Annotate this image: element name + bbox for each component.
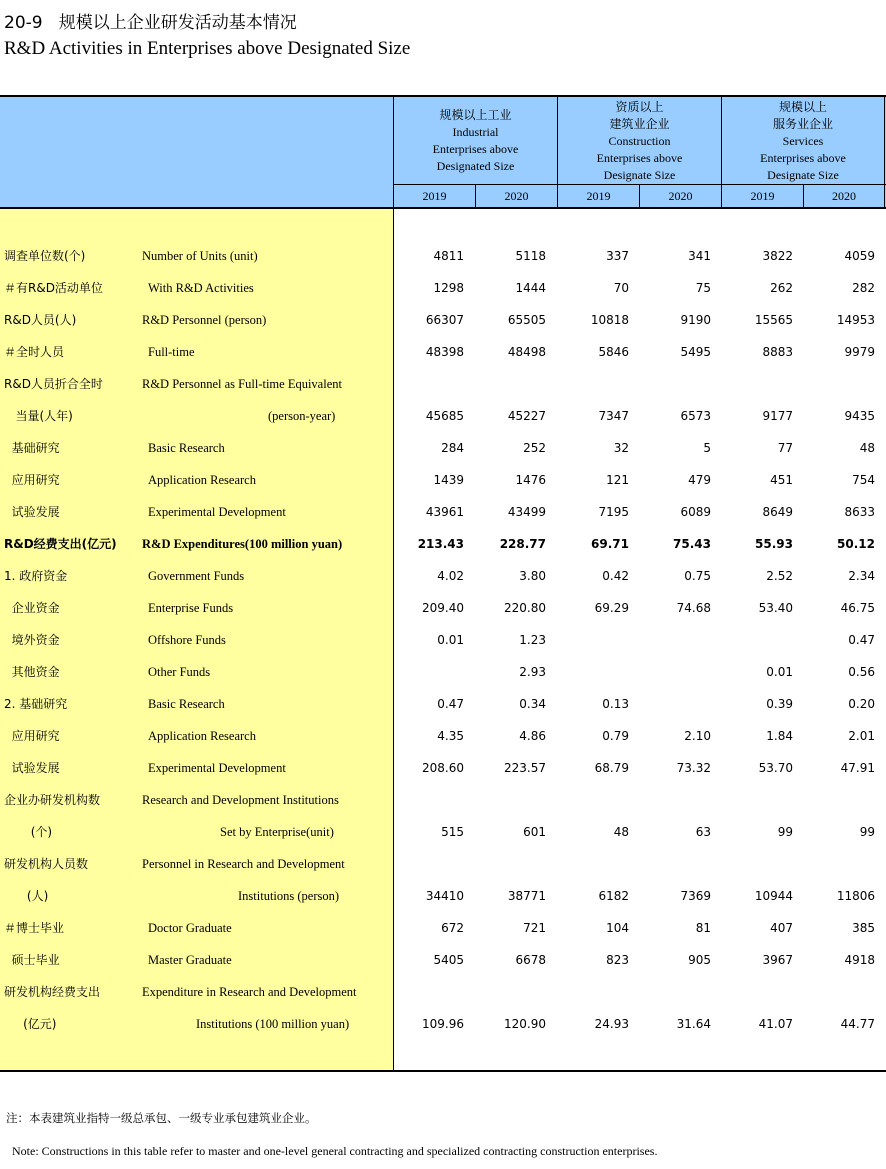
row-label-en: Institutions (100 million yuan) <box>196 1017 350 1031</box>
row-label-en: Doctor Graduate <box>148 921 232 935</box>
table-cell: 99 <box>859 825 875 839</box>
table-cell: 7347 <box>598 409 629 423</box>
table-row <box>0 880 886 912</box>
row-label-cn: 其他资金 <box>4 665 60 679</box>
table-row <box>0 400 886 432</box>
row-label-en: Personnel in Research and Development <box>142 857 345 871</box>
row-label-cn: 企业资金 <box>4 601 60 615</box>
row-label-en: Number of Units (unit) <box>142 249 258 263</box>
table-cell: 0.01 <box>437 633 464 647</box>
row-label-cn: R&D经费支出(亿元) <box>4 537 117 551</box>
bottom-rule <box>0 1070 886 1072</box>
table-cell: 14953 <box>836 313 875 327</box>
year-header: 2020 <box>832 189 856 203</box>
table-cell: 109.96 <box>422 1017 464 1031</box>
table-cell: 65505 <box>507 313 546 327</box>
table-cell: 1476 <box>515 473 546 487</box>
row-label-cn: ＃博士毕业 <box>4 921 65 935</box>
table-cell: 74.68 <box>676 601 711 615</box>
table-row <box>0 528 886 560</box>
table-cell: 6678 <box>515 953 546 967</box>
row-label-en: Enterprise Funds <box>148 601 234 615</box>
row-label-cn: 研发机构经费支出 <box>4 985 101 999</box>
table-cell: 8883 <box>762 345 793 359</box>
row-label-en: Institutions (person) <box>238 889 340 903</box>
group-divider <box>884 97 885 208</box>
table-cell: 228.77 <box>499 537 546 551</box>
year-header: 2019 <box>750 189 775 203</box>
row-label-en: Experimental Development <box>148 505 286 519</box>
row-label-en: Other Funds <box>148 665 211 679</box>
table-cell: 5 <box>703 441 711 455</box>
group-label-en: Services <box>782 133 824 148</box>
table-cell: 341 <box>688 249 711 263</box>
table-cell: 11806 <box>836 889 875 903</box>
table-cell: 53.70 <box>758 761 793 775</box>
table-cell: 0.75 <box>684 569 711 583</box>
row-label-en: Offshore Funds <box>148 633 226 647</box>
group-header-industrial <box>394 98 557 184</box>
table-cell: 41.07 <box>758 1017 793 1031</box>
table-cell: 284 <box>441 441 464 455</box>
row-label-cn: 试验发展 <box>4 505 60 519</box>
row-label-en: Full-time <box>148 345 195 359</box>
table-row <box>0 656 886 688</box>
table-cell: 4.02 <box>437 569 464 583</box>
table-cell: 46.75 <box>840 601 875 615</box>
table-cell: 0.39 <box>766 697 793 711</box>
row-label-cn: 1. 政府资金 <box>4 569 68 583</box>
group-label-en: Designated Size <box>436 159 515 173</box>
table-cell: 1439 <box>433 473 464 487</box>
row-label-en: R&D Personnel as Full-time Equivalent <box>142 377 342 391</box>
table-row <box>0 784 886 816</box>
table-cell: 4059 <box>844 249 875 263</box>
group-label-en: Construction <box>608 133 671 148</box>
row-label-cn: (个) <box>4 825 53 839</box>
table-cell: 0.47 <box>848 633 875 647</box>
table-cell: 262 <box>770 281 793 295</box>
table-row <box>0 976 886 1008</box>
group-label-en: Enterprises above <box>596 150 683 165</box>
group-label-cn: 规模以上 <box>778 99 827 114</box>
table-cell: 48 <box>859 441 875 455</box>
table-cell: 0.79 <box>602 729 629 743</box>
table-cell: 32 <box>613 441 629 455</box>
group-label-cn: 服务业企业 <box>772 116 833 131</box>
table-cell: 48 <box>613 825 629 839</box>
row-label-en: Application Research <box>148 473 256 487</box>
row-label-cn: 调查单位数(个) <box>4 249 86 263</box>
group-label-en: Designate Size <box>603 167 676 182</box>
table-cell: 9190 <box>680 313 711 327</box>
table-cell: 73.32 <box>676 761 711 775</box>
table-cell: 70 <box>613 281 629 295</box>
table-cell: 69.29 <box>594 601 629 615</box>
table-cell: 15565 <box>754 313 793 327</box>
table-cell: 0.47 <box>437 697 464 711</box>
table-cell: 9435 <box>844 409 875 423</box>
table-cell: 75.43 <box>673 537 711 551</box>
table-row <box>0 304 886 336</box>
table-cell: 337 <box>606 249 629 263</box>
table-cell: 0.34 <box>519 697 546 711</box>
table-cell: 121 <box>606 473 629 487</box>
table-row <box>0 816 886 848</box>
row-label-en: With R&D Activities <box>148 281 254 295</box>
table-cell: 6182 <box>598 889 629 903</box>
table-row <box>0 368 886 400</box>
row-label-en: Government Funds <box>148 569 245 583</box>
table-cell: 1298 <box>433 281 464 295</box>
group-label-en: Enterprises above <box>760 150 846 165</box>
row-label-en: Master Graduate <box>148 953 232 967</box>
table-title-cn: 20-9 规模以上企业研发活动基本情况 <box>4 13 297 33</box>
table-cell: 8633 <box>844 505 875 519</box>
table-cell: 5118 <box>515 249 546 263</box>
table-row <box>0 560 886 592</box>
footnote-en: Note: Constructions in this table refer to master and one-level general contracting and specialized contracting construction enterprises. <box>12 1144 658 1158</box>
table-cell: 48498 <box>507 345 546 359</box>
table-cell: 77 <box>777 441 793 455</box>
table-cell: 0.01 <box>766 665 793 679</box>
table-cell: 1.23 <box>519 633 546 647</box>
table-cell: 0.13 <box>602 697 629 711</box>
table-row <box>0 752 886 784</box>
table-cell: 754 <box>852 473 875 487</box>
row-label-cn: 企业办研发机构数 <box>4 793 101 807</box>
year-header: 2019 <box>586 189 611 203</box>
group-label-en: Designate Size <box>767 167 839 182</box>
table-cell: 220.80 <box>504 601 546 615</box>
table-cell: 31.64 <box>676 1017 711 1031</box>
row-label-en: Basic Research <box>148 697 225 711</box>
table-cell: 4.35 <box>437 729 464 743</box>
table-cell: 45685 <box>425 409 464 423</box>
row-label-cn: ＃有R&D活动单位 <box>4 281 103 295</box>
row-label-cn: 硕士毕业 <box>4 953 60 967</box>
table-cell: 5846 <box>598 345 629 359</box>
table-cell: 282 <box>852 281 875 295</box>
table-cell: 451 <box>770 473 793 487</box>
table-cell: 213.43 <box>417 537 464 551</box>
table-cell: 385 <box>852 921 875 935</box>
group-label-en: Enterprises above <box>432 142 519 156</box>
top-rule <box>0 95 886 97</box>
table-cell: 5405 <box>433 953 464 967</box>
group-label-cn: 规模以上工业 <box>439 108 512 122</box>
row-label-cn: 应用研究 <box>4 729 60 743</box>
table-cell: 4811 <box>433 249 464 263</box>
table-cell: 252 <box>523 441 546 455</box>
table-cell: 0.42 <box>602 569 629 583</box>
table-cell: 34410 <box>425 889 464 903</box>
table-cell: 104 <box>606 921 629 935</box>
table-cell: 2.34 <box>848 569 875 583</box>
table-cell: 24.93 <box>594 1017 629 1031</box>
table-cell: 45227 <box>507 409 546 423</box>
group-label-en: Industrial <box>452 125 499 139</box>
table-row <box>0 432 886 464</box>
row-label-cn: 试验发展 <box>4 761 60 775</box>
table-cell: 63 <box>695 825 711 839</box>
table-cell: 6089 <box>680 505 711 519</box>
table-cell: 672 <box>441 921 464 935</box>
table-cell: 10818 <box>590 313 629 327</box>
row-label-cn: 当量(人年) <box>4 409 73 423</box>
group-label-cn: 资质以上 <box>615 99 664 114</box>
table-cell: 75 <box>695 281 711 295</box>
table-title-en: R&D Activities in Enterprises above Designated Size <box>4 38 411 59</box>
table-row <box>0 912 886 944</box>
table-cell: 0.56 <box>848 665 875 679</box>
table-row <box>0 272 886 304</box>
table-cell: 208.60 <box>422 761 464 775</box>
year-header: 2020 <box>668 189 693 203</box>
table-cell: 823 <box>606 953 629 967</box>
row-label-en: Experimental Development <box>148 761 286 775</box>
table-row <box>0 336 886 368</box>
row-label-cn: R&D人员折合全时 <box>4 377 103 391</box>
table-cell: 120.90 <box>504 1017 546 1031</box>
table-cell: 38771 <box>507 889 546 903</box>
row-label-cn: 基础研究 <box>4 441 60 455</box>
table-cell: 0.20 <box>848 697 875 711</box>
row-label-cn: 研发机构人员数 <box>4 857 89 871</box>
table-cell: 68.79 <box>594 761 629 775</box>
row-label-en: Set by Enterprise(unit) <box>220 825 334 839</box>
table-cell: 4.86 <box>519 729 546 743</box>
table-cell: 2.01 <box>848 729 875 743</box>
row-label-cn: ＃全时人员 <box>4 345 65 359</box>
table-cell: 43961 <box>425 505 464 519</box>
table-cell: 601 <box>523 825 546 839</box>
group-label-cn: 建筑业企业 <box>609 116 670 131</box>
year-header: 2019 <box>422 189 447 203</box>
table-cell: 1.84 <box>766 729 793 743</box>
table-cell: 2.10 <box>684 729 711 743</box>
table-row <box>0 240 886 272</box>
table-cell: 55.93 <box>755 537 793 551</box>
table-cell: 2.52 <box>766 569 793 583</box>
table-cell: 905 <box>688 953 711 967</box>
row-label-cn: (人) <box>4 889 49 903</box>
row-label-en: Application Research <box>148 729 256 743</box>
table-row <box>0 688 886 720</box>
table-cell: 53.40 <box>758 601 793 615</box>
table-cell: 407 <box>770 921 793 935</box>
row-label-en: Basic Research <box>148 441 225 455</box>
row-label-en: (person-year) <box>268 409 336 423</box>
table-cell: 4918 <box>844 953 875 967</box>
table-cell: 209.40 <box>422 601 464 615</box>
table-cell: 5495 <box>680 345 711 359</box>
table-cell: 69.71 <box>591 537 629 551</box>
year-header: 2020 <box>504 189 529 203</box>
table-cell: 8649 <box>762 505 793 519</box>
table-row <box>0 592 886 624</box>
table-row <box>0 944 886 976</box>
table-cell: 9979 <box>844 345 875 359</box>
table-row <box>0 1008 886 1040</box>
table-cell: 3.80 <box>519 569 546 583</box>
row-label-en: Expenditure in Research and Development <box>142 985 357 999</box>
table-cell: 47.91 <box>840 761 875 775</box>
row-label-cn: (亿元) <box>4 1017 57 1031</box>
table-row <box>0 624 886 656</box>
table-cell: 515 <box>441 825 464 839</box>
table-row <box>0 720 886 752</box>
row-label-cn: 应用研究 <box>4 473 60 487</box>
table-cell: 43499 <box>507 505 546 519</box>
table-cell: 3967 <box>762 953 793 967</box>
row-label-cn: R&D人员(人) <box>4 313 77 327</box>
table-cell: 48398 <box>425 345 464 359</box>
row-label-en: R&D Personnel (person) <box>142 313 267 327</box>
row-label-cn: 2. 基础研究 <box>4 697 68 711</box>
table-row <box>0 464 886 496</box>
table-row <box>0 496 886 528</box>
row-label-en: R&D Expenditures(100 million yuan) <box>142 537 343 551</box>
row-label-en: Research and Development Institutions <box>142 793 339 807</box>
group-header-construction <box>558 98 721 184</box>
table-cell: 6573 <box>680 409 711 423</box>
table-cell: 50.12 <box>837 537 875 551</box>
table-cell: 7369 <box>680 889 711 903</box>
group-header-services <box>722 98 884 184</box>
table-cell: 3822 <box>762 249 793 263</box>
table-cell: 9177 <box>762 409 793 423</box>
table-cell: 10944 <box>754 889 793 903</box>
table-cell: 2.93 <box>519 665 546 679</box>
table-cell: 1444 <box>515 281 546 295</box>
footnote-cn: 注：本表建筑业指特一级总承包、一级专业承包建筑业企业。 <box>6 1111 317 1125</box>
table-cell: 721 <box>523 921 546 935</box>
table-row <box>0 848 886 880</box>
row-label-cn: 境外资金 <box>4 633 60 647</box>
table-cell: 44.77 <box>840 1017 875 1031</box>
table-cell: 7195 <box>598 505 629 519</box>
table-cell: 81 <box>695 921 711 935</box>
table-cell: 99 <box>777 825 793 839</box>
table-cell: 223.57 <box>504 761 546 775</box>
table-cell: 479 <box>688 473 711 487</box>
table-cell: 66307 <box>425 313 464 327</box>
